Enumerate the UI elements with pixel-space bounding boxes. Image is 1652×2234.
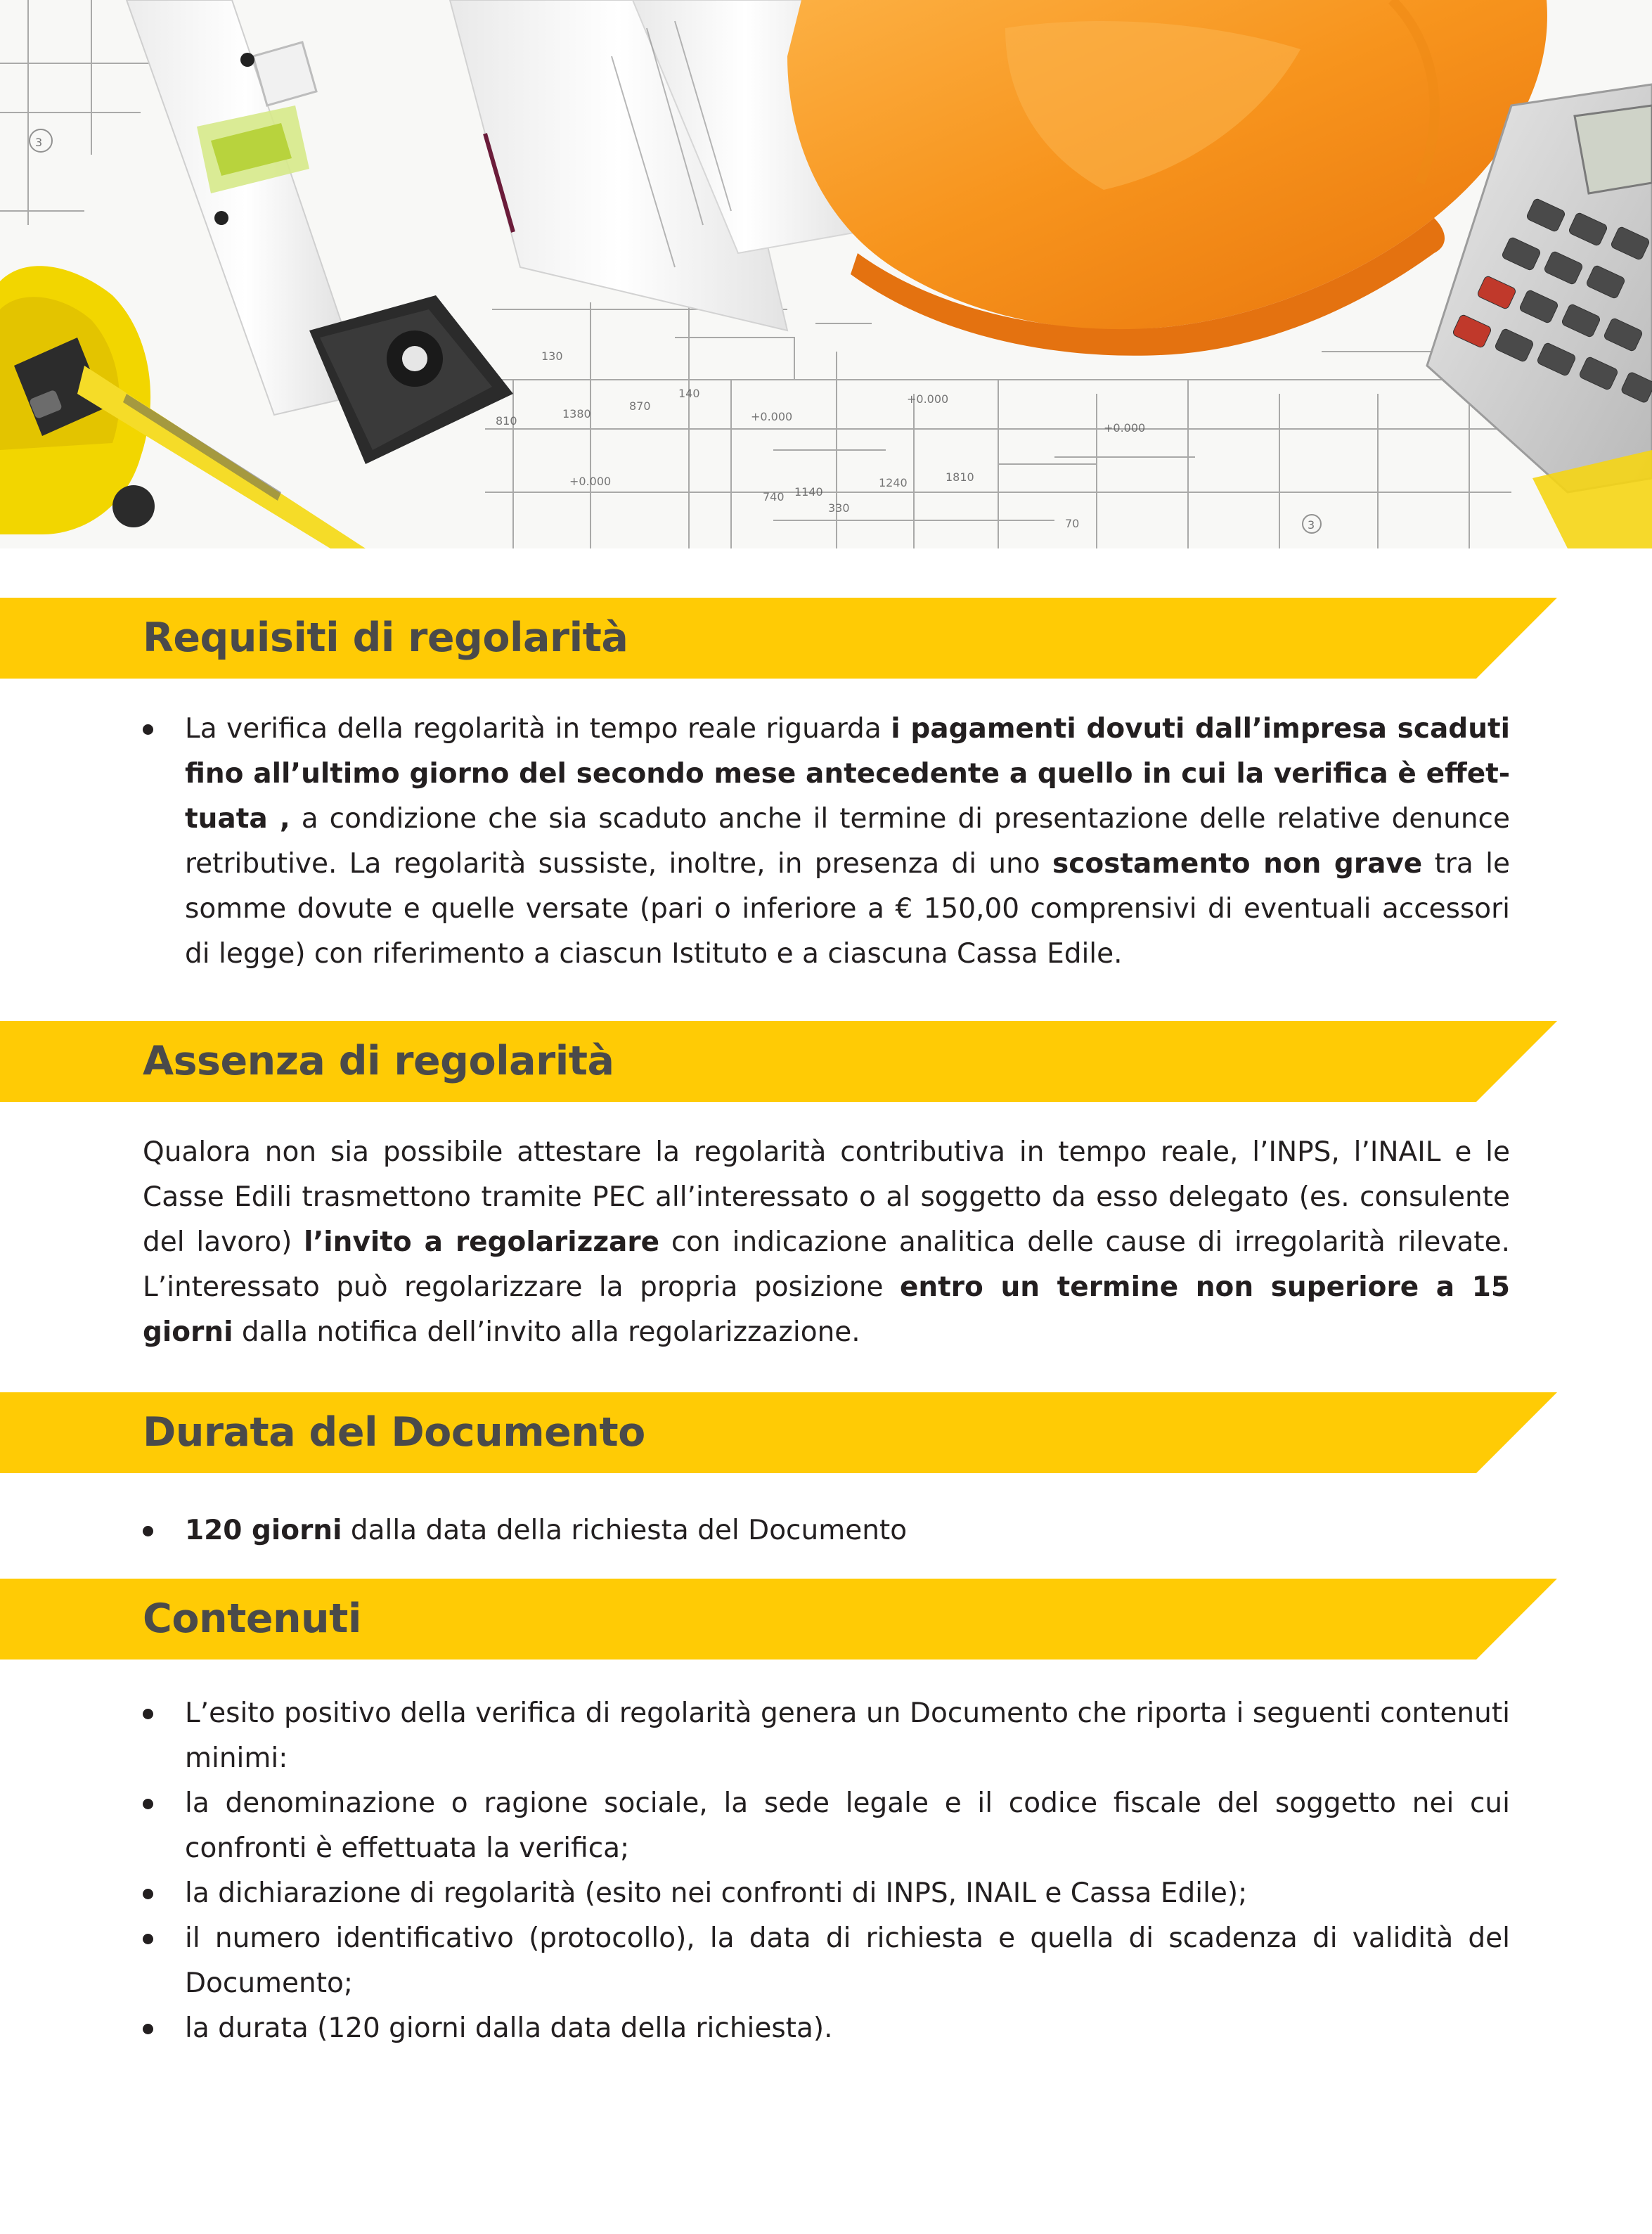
svg-text:+0.000: +0.000 xyxy=(751,410,793,423)
section-title: Assenza di regolarità xyxy=(143,1038,614,1084)
text-run: il numero identificativo (protocollo), la data di richiesta e quella di scadenza di validità del Documento; xyxy=(185,1922,1510,1999)
durata-list xyxy=(143,1508,1510,1553)
text-run: la denominazione o ragione sociale, la sede legale e il codice fiscale del soggetto nei cui confronti è effettuata la verifica; xyxy=(185,1787,1510,1864)
svg-text:3: 3 xyxy=(1308,518,1315,532)
section-banner-assenza xyxy=(0,1021,1557,1102)
svg-text:810: 810 xyxy=(496,414,517,428)
svg-text:140: 140 xyxy=(678,387,700,400)
section-banner-requisiti xyxy=(0,598,1557,679)
list-item xyxy=(143,2006,1510,2051)
svg-text:330: 330 xyxy=(828,501,850,515)
bullet-icon xyxy=(143,724,153,735)
svg-text:1140: 1140 xyxy=(794,485,823,499)
section-banner-durata xyxy=(0,1392,1557,1473)
bullet-icon xyxy=(143,1799,153,1809)
svg-text:3: 3 xyxy=(35,136,43,149)
section-title: Requisiti di regolarità xyxy=(143,615,628,661)
text-run: dalla notifica dell’invito alla regolarizzazione. xyxy=(233,1316,860,1348)
text-run: La verifica della regolarità in tempo reale riguarda xyxy=(185,713,891,745)
text-bold: entro un termine non superiore a 15 giorni xyxy=(143,1271,1510,1348)
svg-text:1810: 1810 xyxy=(946,470,974,484)
text-bold: 120 giorni xyxy=(185,1515,342,1546)
text-run: la dichiarazione di regolarità (esito nei confronti di INPS, INAIL e Cassa Edile); xyxy=(185,1877,1248,1909)
svg-text:740: 740 xyxy=(763,490,785,503)
svg-text:70: 70 xyxy=(1065,517,1080,530)
svg-text:870: 870 xyxy=(629,399,651,413)
section-title: Contenuti xyxy=(143,1596,361,1642)
requisiti-list xyxy=(143,707,1510,977)
list-item xyxy=(143,1871,1510,1916)
svg-text:130: 130 xyxy=(541,349,563,363)
text-run: Qualora non sia possibile attestare la regolarità contributiva in tempo reale, l’INPS, l’INAIL e le Casse Edili trasmettono tramite PEC all’interessato o al soggetto da esso delegato (es. consulente del lavoro) xyxy=(143,1136,1510,1258)
bullet-icon xyxy=(143,1709,153,1719)
section-banner-contenuti xyxy=(0,1579,1557,1660)
list-item xyxy=(143,1508,1510,1553)
text-bold: scostamento non grave xyxy=(1052,848,1423,880)
bullet-icon xyxy=(143,1889,153,1899)
text-run: con indicazione analitica delle cause di irregolarità rilevate. L’interessato può regolarizzare la propria posizione xyxy=(143,1226,1510,1303)
assenza-paragraph xyxy=(143,1130,1510,1355)
text-run: tra le somme dovute e quelle versate (pari o inferiore a € 150,00 comprensivi di eventuali accessori di legge) con riferimento a ciascun Istituto e a ciascuna Cassa Edile. xyxy=(185,848,1510,970)
list-item xyxy=(143,1781,1510,1871)
svg-text:+0.000: +0.000 xyxy=(569,475,612,488)
bullet-icon xyxy=(143,2024,153,2034)
section-title: Durata del Documento xyxy=(143,1409,645,1456)
text-bold: l’invito a regolarizzare xyxy=(304,1226,660,1258)
svg-text:1380: 1380 xyxy=(562,407,591,421)
list-item xyxy=(143,1691,1510,1781)
svg-text:1240: 1240 xyxy=(879,476,908,489)
text-run: L’esito positivo della verifica di regolarità genera un Documento che riporta i seguenti contenuti minimi: xyxy=(185,1697,1510,1774)
text-run: la durata (120 giorni dalla data della richiesta). xyxy=(185,2012,833,2044)
svg-text:+0.000: +0.000 xyxy=(1104,421,1146,435)
text-run: dalla data della richiesta del Documento xyxy=(342,1515,908,1546)
bullet-icon xyxy=(143,1934,153,1944)
hero-image xyxy=(0,0,1652,548)
contenuti-list xyxy=(143,1691,1510,2051)
list-item xyxy=(143,707,1510,977)
bullet-icon xyxy=(143,1526,153,1536)
text-bold: i pagamenti dovuti dall’impresa scaduti fino all’ultimo giorno del secondo mese antecedente a quello in cui la verifica è effettuata , xyxy=(185,713,1511,835)
list-item xyxy=(143,1916,1510,2006)
text-run: a condizione che sia scaduto anche il termine di presentazione delle relative denunce retributive. La regolarità sussiste, inoltre, in presenza di uno xyxy=(185,803,1510,880)
svg-text:+0.000: +0.000 xyxy=(907,392,949,406)
